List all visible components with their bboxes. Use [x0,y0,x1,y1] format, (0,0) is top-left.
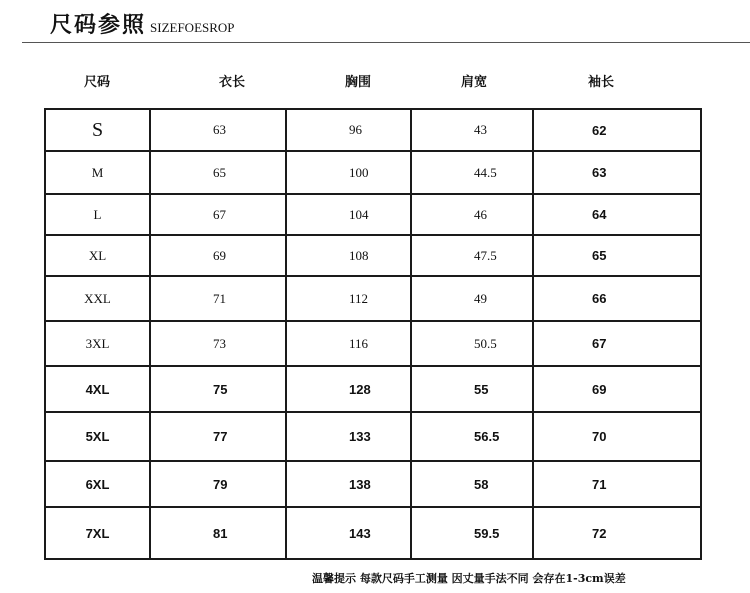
header-chest: 胸围 [344,75,372,90]
title-english: SIZEFOESROP [150,20,235,35]
length-cell: 63 [150,109,286,151]
header-length: 衣长 [218,75,246,90]
shoulder-cell: 43 [411,109,533,151]
table-row [45,412,701,461]
table-row [45,321,701,366]
shoulder-cell: 55 [411,366,533,412]
table-row [45,507,701,559]
length-cell: 77 [150,412,286,461]
shoulder-cell: 49 [411,276,533,321]
size-cell: 7XL [45,507,150,559]
length-cell: 67 [150,194,286,235]
length-cell: 69 [150,235,286,276]
sleeve-cell: 66 [533,276,701,321]
sleeve-cell: 62 [533,109,701,151]
table-row [45,194,701,235]
sleeve-cell: 63 [533,151,701,194]
page-title [50,8,235,39]
sleeve-cell: 69 [533,366,701,412]
chest-cell: 104 [286,194,411,235]
length-cell: 75 [150,366,286,412]
shoulder-cell: 47.5 [411,235,533,276]
chest-cell: 116 [286,321,411,366]
size-cell: 6XL [45,461,150,507]
length-cell: 65 [150,151,286,194]
table-row [45,151,701,194]
size-cell: M [45,151,150,194]
sleeve-cell: 71 [533,461,701,507]
header-size: 尺码 [83,75,111,90]
length-cell: 73 [150,321,286,366]
shoulder-cell: 56.5 [411,412,533,461]
footnote: 温馨提示 每款尺码手工测量 因丈量手法不同 会存在1-3cm误差 [312,572,626,585]
table-row [45,276,701,321]
chest-cell: 108 [286,235,411,276]
size-cell: 5XL [45,412,150,461]
table-row [45,461,701,507]
shoulder-cell: 58 [411,461,533,507]
chest-cell: 138 [286,461,411,507]
sleeve-cell: 64 [533,194,701,235]
chest-cell: 143 [286,507,411,559]
size-cell: 3XL [45,321,150,366]
shoulder-cell: 44.5 [411,151,533,194]
size-cell: XXL [45,276,150,321]
table-row [45,235,701,276]
table-row [45,109,701,151]
shoulder-cell: 59.5 [411,507,533,559]
chest-cell: 100 [286,151,411,194]
sleeve-cell: 72 [533,507,701,559]
size-cell: 4XL [45,366,150,412]
sleeve-cell: 65 [533,235,701,276]
chest-cell: 112 [286,276,411,321]
title-divider [22,42,750,43]
header-shoulder: 肩宽 [460,75,488,90]
table-row [45,366,701,412]
length-cell: 71 [150,276,286,321]
size-cell: XL [45,235,150,276]
sleeve-cell: 70 [533,412,701,461]
size-cell: L [45,194,150,235]
sleeve-cell: 67 [533,321,701,366]
size-table [44,108,702,560]
size-cell: S [45,109,150,151]
shoulder-cell: 50.5 [411,321,533,366]
chest-cell: 128 [286,366,411,412]
length-cell: 79 [150,461,286,507]
chest-cell: 133 [286,412,411,461]
title-chinese: 尺码参照 [50,12,147,38]
shoulder-cell: 46 [411,194,533,235]
chest-cell: 96 [286,109,411,151]
header-sleeve: 袖长 [587,75,615,90]
length-cell: 81 [150,507,286,559]
